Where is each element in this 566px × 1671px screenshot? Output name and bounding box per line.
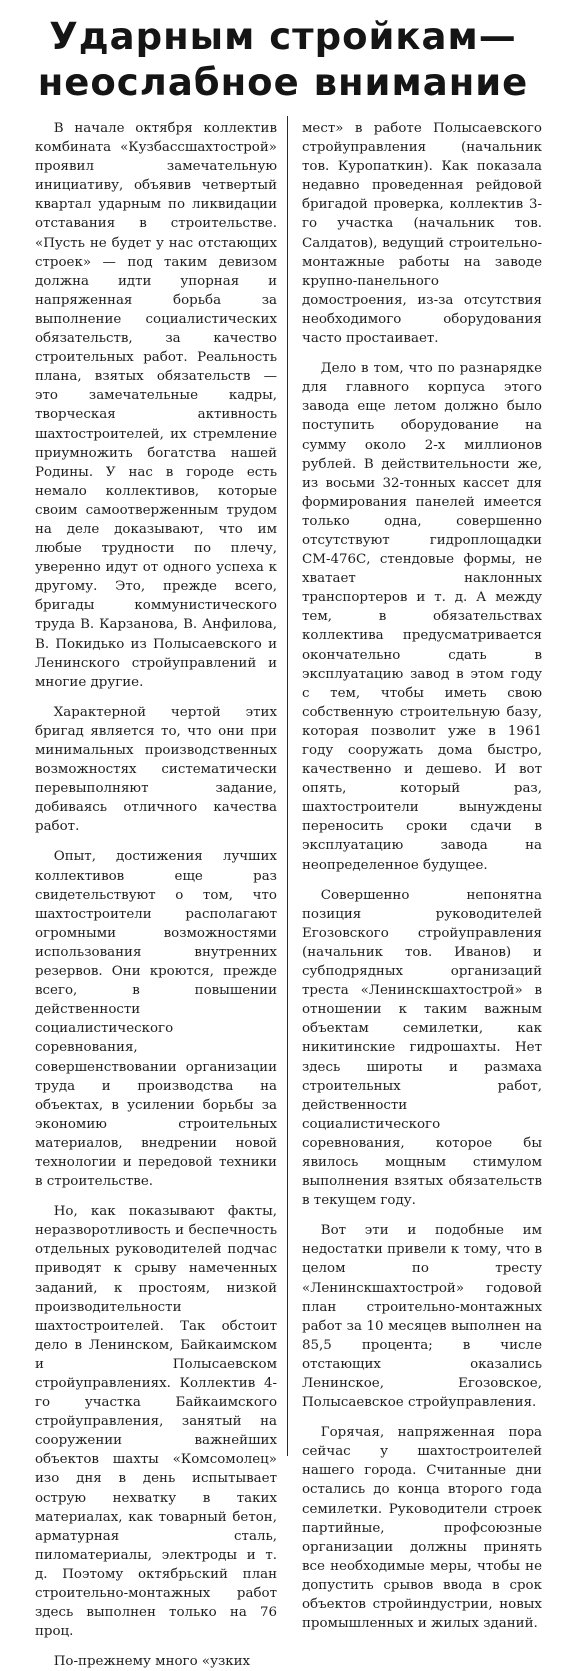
paragraph: Характерной чертой этих бригад является то, что они при минимальных производственных возможностях систематически перевыполняют задание, добиваясь отличного качества работ. bbox=[35, 704, 277, 835]
paragraph: Опыт, достижения лучших коллективов еще раз свидетельствуют о том, что шахтостроители располагают огромными возможностями использования внутренних резервов. Они кроются, прежде всего, в повышении действенности социалистического соревнования, совершенствовании организации труда и производства на объектах, в усилении борьбы за экономию строительных материалов, внедрении новой технологии и передовой техники в строительстве. bbox=[35, 849, 277, 1190]
paragraph: мест» в работе Полысаевского стройуправления (начальник тов. Куропаткин). Как показала недавно проведенная рейдовой бригадой проверка, коллектив 3-го участка (начальник тов. Салдатов), ведущий строительно-монтажные работы на заводе крупно-панельного домостроения, из-за отсутствия необходимого оборудования часто простаивает. bbox=[302, 121, 542, 347]
paragraph: В начале октября коллектив комбината «Кузбассшахтострой» проявил замечательную инициативу, объявив четвертый квартал ударным по ликвидации отставания в строительстве. «Пусть не будет у нас отстающих строек» — под таким девизом должна идти упорная и напряженная борьба за выполнение социалистических обязательств, за качество строительных работ. Реальность плана, взятых обязательств — это замечательные кадры, творческая активность шахтостроителей, их стремление приумножить богатства нашей Родины. У нас в городе есть немало коллективов, которые своим самоотверженным трудом на деле доказывают, что им любые трудности по плечу, уверенно идут от одного успеха к другому. Это, прежде всего, бригады коммунистического труда В. Карзанова, В. Анфилова, В. Покидько из Полысаевского и Ленинского стройуправлений и многие другие. bbox=[35, 121, 277, 690]
paragraph: Вот эти и подобные им недостатки привели к тому, что в целом по тресту «Ленинскшахтострой» годовой план строительно-монтажных работ за 10 месяцев выполнен на 85,5 процента; в числе отстающих оказались Ленинское, Егозовское, Полысаевское стройуправления. bbox=[302, 1223, 542, 1411]
paragraph: Горячая, напряженная пора сейчас у шахтостроителей нашего города. Считанные дни остались до конца второго года семилетки. Руководители строек партийные, профсоюзные организации должны принять все необходимые меры, чтобы не допустить срывов ввода в срок объектов стройиндустрии, новых промышленных и жилых зданий. bbox=[302, 1425, 542, 1632]
paragraph: Дело в том, что по разнарядке для главного корпуса этого завода еще летом должно было поступить оборудование на сумму около 2-х миллионов рублей. В действительности же, из восьми 32-тонных кассет для формирования панелей имеется только одна, совершенно отсутствуют гидроплощадки СМ-476С, стендовые формы, не хватает наклонных транспортеров и т. д. А между тем, в обязательствах коллектива предусматривается окончательно сдать в эксплуатацию завод в этом году с тем, чтобы иметь свою собственную строительную базу, которая позволит уже в 1961 году сооружать дома быстро, качественно и дешево. И вот опять, который раз, шахтостроители вынуждены переносить сроки сдачи в эксплуатацию завода на неопределенное будущее. bbox=[302, 361, 542, 873]
column-divider bbox=[287, 116, 288, 1456]
paragraph: По-прежнему много «узких bbox=[53, 1654, 251, 1670]
paragraph: Совершенно непонятна позиция руководителей Егозовского стройуправления (начальник тов. Иванов) и субподрядных организаций треста «Ленинскшахтострой» в отношении к таким важным объектам семилетки, как никитинские гидрошахты. Нет здесь широты и размаха строительных работ, действенности социалистического соревнования, которое бы явилось мощным стимулом выполнения взятых обязательств в текущем году. bbox=[302, 887, 542, 1209]
headline-line-2: неослабное внимание bbox=[37, 61, 529, 104]
left-column bbox=[35, 119, 277, 1671]
headline bbox=[0, 14, 566, 106]
headline-line-1: Ударным стройкам— bbox=[49, 15, 517, 58]
paragraph: Но, как показывают факты, неразворотливость и беспечность отдельных руководителей подчас приводят к срыву намеченных заданий, к простоям, низкой производительности шахтостроителей. Так обстоит дело в Ленинском, Байкаимском и Полысаевском стройуправлениях. Коллектив 4-го участка Байкаимского стройуправления, занятый на сооружении важнейших объектов шахты «Комсомолец» изо дня в день испытывает острую нехватку в таких материалах, как товарный бетон, арматурная сталь, пиломатериалы, электроды и т. д. Поэтому октябрьский план строительно-монтажных работ здесь выполнен только на 76 проц. bbox=[35, 1204, 277, 1640]
right-column bbox=[302, 119, 542, 1633]
